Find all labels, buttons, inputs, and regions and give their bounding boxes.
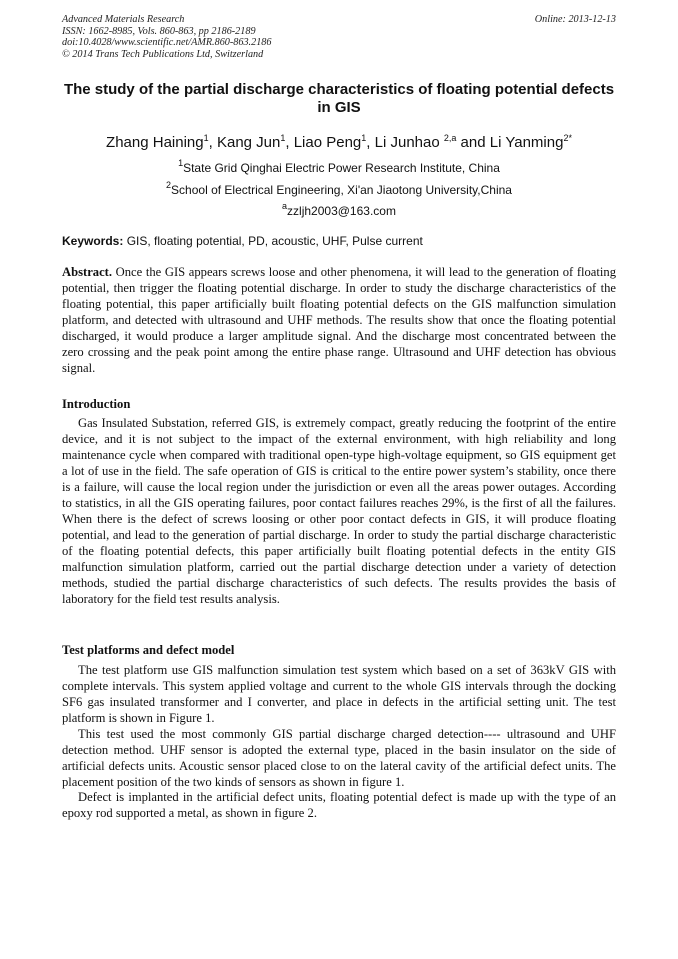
author-email (62, 199, 616, 218)
affiliation-mark: 2 (166, 180, 172, 190)
test-platforms-paragraph-1: The test platform use GIS malfunction simulation test system which based on a set of 363kV GIS with complete intervals. This system applied voltage and current to the whole GIS intervals through the docking SF6 gas insulated transformer and I converter, and place in defects in the artificial setting unit. The test platform is shown in Figure 1. (62, 663, 616, 725)
abstract-text: Once the GIS appears screws loose and other phenomena, it will lead to the generation of floating potential, then trigger the floating potential discharge. In order to study the discharge characteristics of the floating potential, this paper artificially built floating potential defects on the GIS malfunction simulation platform, and detected with ultrasound and UHF methods. The results show that once the floating potential discharged, it would produce a larger amplitude signal. And the discharge most concentrated between the zero crossing and the peak point among the entire phase range. Ultrasound and UHF detection has obvious signal. (62, 265, 616, 375)
author-name: Liao Peng (293, 134, 362, 151)
affiliation-1 (62, 156, 616, 175)
email-mark: a (282, 201, 288, 211)
author-separator: , (285, 134, 294, 151)
author-affiliation-mark: 1 (203, 133, 209, 143)
journal-name: Advanced Materials Research (62, 14, 185, 25)
publication-header (62, 14, 616, 60)
affiliation-mark: 1 (178, 158, 184, 168)
author-name: Li Yanming (489, 134, 564, 151)
keywords-text: GIS, floating potential, PD, acoustic, UHF, Pulse current (123, 234, 423, 248)
section-heading-introduction: Introduction (62, 397, 131, 411)
issn-line: ISSN: 1662-8985, Vols. 860-863, pp 2186-2189 (62, 25, 256, 37)
author-affiliation-mark: 1 (361, 133, 367, 143)
author-list (62, 128, 616, 153)
section-heading-test-platforms: Test platforms and defect model (62, 643, 235, 657)
author-separator: , (366, 134, 375, 151)
affiliation-text: State Grid Qinghai Electric Power Research Institute, China (183, 161, 500, 175)
introduction-paragraph: Gas Insulated Substation, referred GIS, is extremely compact, greatly reducing the footprint of the entire device, and it is not subject to the impact of the external environment, with high reliability and long maintenance cycle when compared with traditional open-type high-voltage equipment, so GIS equipment get a lot of use in the field. The safe operation of GIS is critical to the entire power system’s stability, once there is a failure, will cause the local region under the jurisdiction or even all the areas power outages. According to statistics, in all the GIS operating failures, poor contact failures reaches 29%, is the first of all the failures. When there is the defect of screws loosing or other poor contact defects in GIS, it will produce floating potential, and lead to the generation of partial discharge. In order to study the partial discharge characteristic of the floating potential defects, this paper artificially built floating potential defects in the entity GIS malfunction simulation platform, carried out the partial discharge detection under a variety of detection methods, studied the partial discharge characteristics of such defects. The results provides the basis of laboratory for the field test results analysis. (62, 416, 616, 606)
author-affiliation-mark: 1 (280, 133, 286, 143)
affiliation-text: School of Electrical Engineering, Xi'an Jiaotong University,China (171, 183, 512, 197)
test-platforms-paragraph-3: Defect is implanted in the artificial defect units, floating potential defect is made up with the type of an epoxy rod supported a metal, as shown in figure 2. (62, 790, 616, 820)
email-text: zzljh2003@163.com (287, 204, 396, 218)
affiliation-2 (62, 178, 616, 197)
copyright-line: © 2014 Trans Tech Publications Ltd, Switzerland (62, 48, 264, 60)
author-name: Zhang Haining (106, 134, 204, 151)
test-platforms-paragraph-2: This test used the most commonly GIS partial discharge charged detection---- ultrasound and UHF detection method. UHF sensor is adopted the external type, placed in the basin insulator on the side of artificial defects units. Acoustic sensor placed close to on the lateral cavity of the artificial defect units. The placement position of the two kinds of sensors as shown in figure 1. (62, 727, 616, 789)
author-separator: , (208, 134, 217, 151)
doi-line: doi:10.4028/www.scientific.net/AMR.860-863.2186 (62, 37, 272, 49)
author-name: Kang Jun (216, 134, 281, 151)
author-name: Li Junhao (374, 134, 444, 151)
online-date: Online: 2013-12-13 (534, 14, 616, 25)
author-affiliation-mark: 2* (563, 133, 572, 143)
abstract (62, 264, 616, 376)
keywords-label: Keywords: (62, 234, 124, 248)
paper-title: The study of the partial discharge characteristics of floating potential defects in GIS (63, 81, 615, 116)
keywords (62, 234, 616, 248)
author-separator: and (456, 134, 490, 151)
abstract-label: Abstract. (62, 265, 113, 279)
author-affiliation-mark: 2,a (443, 133, 457, 143)
